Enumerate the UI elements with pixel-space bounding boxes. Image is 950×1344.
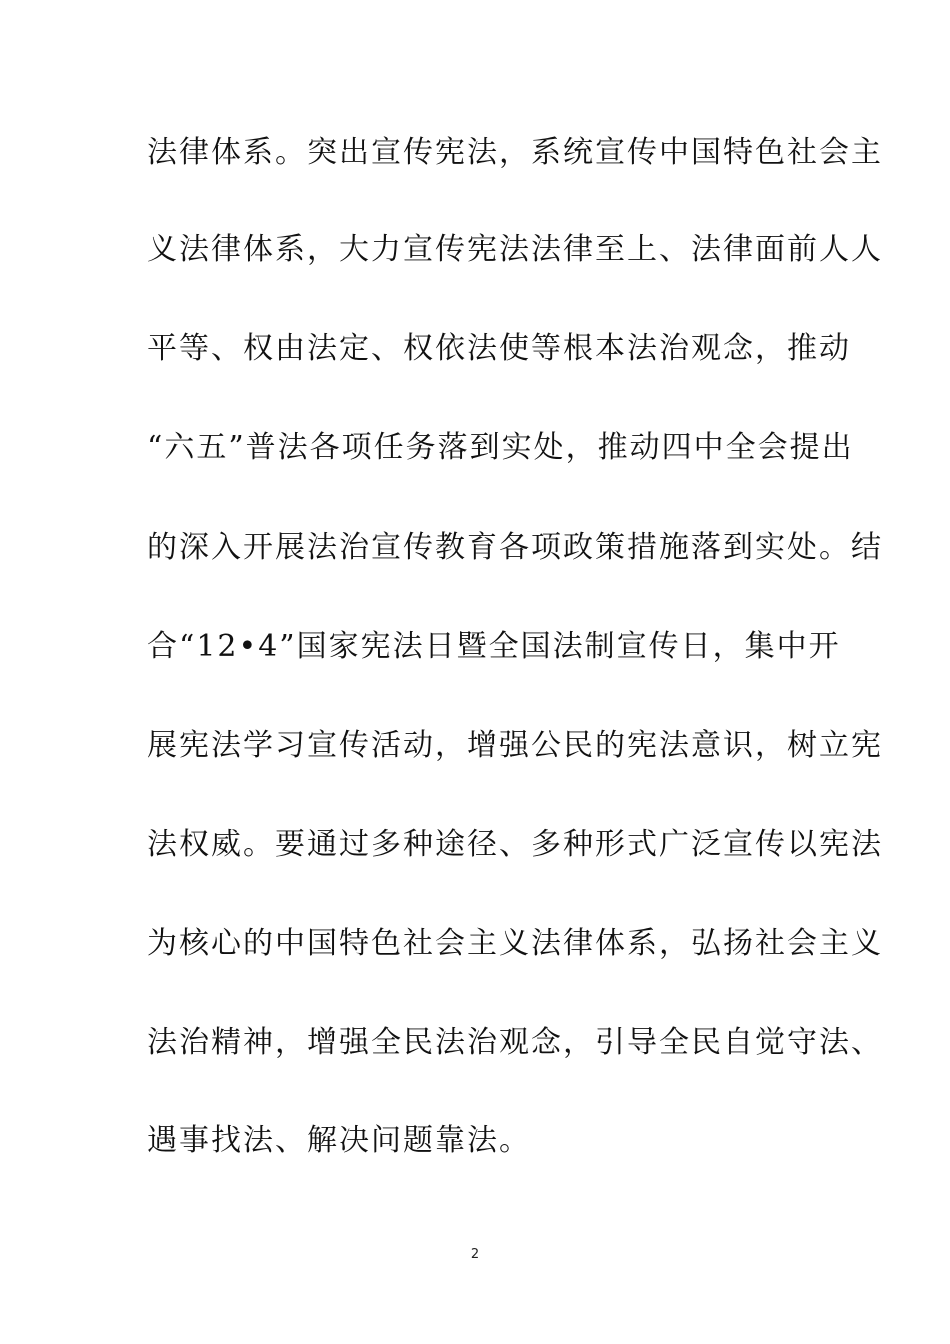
body-text-line-3: 平等、权由法定、权依法使等根本法治观念，推动 xyxy=(147,331,851,366)
body-text-line-7: 展宪法学习宣传活动，增强公民的宪法意识，树立宪 xyxy=(147,728,883,763)
body-text-line-5: 的深入开展法治宣传教育各项政策措施落到实处。结 xyxy=(147,530,883,565)
body-text-line-11: 遇事找法、解决问题靠法。 xyxy=(147,1123,531,1158)
body-text-line-6: 合“12•4”国家宪法日暨全国法制宣传日，集中开 xyxy=(147,629,841,664)
page-number: 2 xyxy=(470,1247,480,1262)
body-text-line-4: “六五”普法各项任务落到实处，推动四中全会提出 xyxy=(147,430,854,465)
body-text-line-8: 法权威。要通过多种途径、多种形式广泛宣传以宪法 xyxy=(147,827,883,862)
body-text-line-10: 法治精神，增强全民法治观念，引导全民自觉守法、 xyxy=(147,1025,883,1060)
body-text-line-1: 法律体系。突出宣传宪法，系统宣传中国特色社会主 xyxy=(147,135,883,170)
body-text-line-2: 义法律体系，大力宣传宪法法律至上、法律面前人人 xyxy=(147,232,883,267)
body-text-line-9: 为核心的中国特色社会主义法律体系，弘扬社会主义 xyxy=(147,926,883,961)
